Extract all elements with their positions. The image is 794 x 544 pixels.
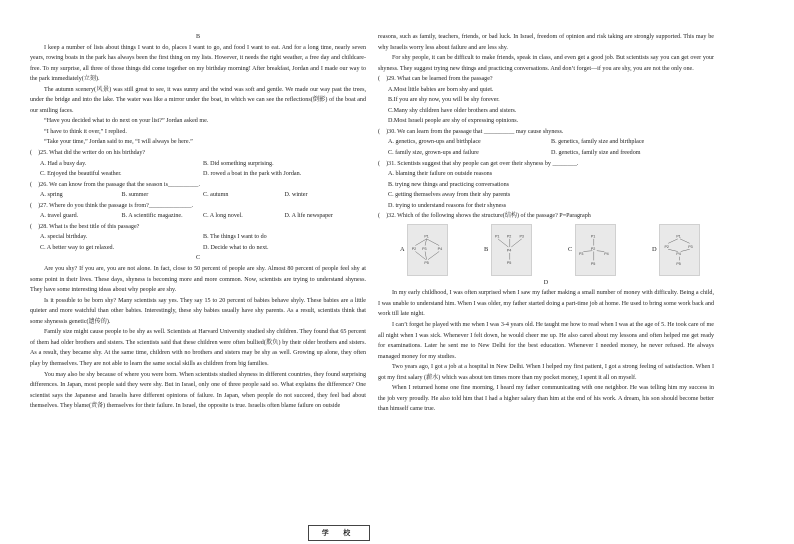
svg-text:P4: P4 xyxy=(604,252,610,257)
options-30 xyxy=(378,137,714,148)
option: C. Enjoyed the beautiful weather. xyxy=(40,171,122,178)
question-32: ( )32. Which of the following shows the structure(结构) of the passage? P=Paragraph xyxy=(378,213,591,220)
left-column xyxy=(30,32,366,412)
svg-text:P3: P3 xyxy=(579,252,584,257)
option: D. A life newspaper xyxy=(284,213,333,220)
option: A. spring xyxy=(40,192,63,199)
c-paragraph: Is it possible to be born shy? Many scientists say yes. They say 15 to 20 percent of babies behave shyly. These babies are a little quieter and more watchful than other babies. Interestingly, these shy babies usually have shy parents. As a result, scientists think that some shynessis genetic(遗传的). xyxy=(30,297,366,325)
diagram-label-a: A xyxy=(400,245,405,253)
d-paragraph: I can’t forget he played with me when I was 3-4 years old. He taught me how to read when I was at the age of 5. He took care of me all night when I was sick. Whenever I felt down, he would cheer me up. He also cared about my lessons and often helped me get ready for examinations. Later he sent me to New Delhi for the best education. Whenever I needed money, he never refused. He always managed money for my studies. xyxy=(378,322,714,360)
b-paragraph: “Have you decided what to do next on your list?” Jordan asked me. xyxy=(44,118,209,125)
option: B. Did something surprising. xyxy=(203,160,274,167)
svg-text:P5: P5 xyxy=(676,261,682,266)
svg-text:P4: P4 xyxy=(676,252,682,257)
option: D. winter xyxy=(284,192,308,199)
structure-diagram-a xyxy=(407,224,448,276)
option: B. The things I want to do xyxy=(203,234,267,241)
svg-text:P4: P4 xyxy=(438,246,443,251)
b-paragraph: “Take your time,” Jordan said to me, “I will always be here.” xyxy=(44,139,193,146)
svg-text:P5: P5 xyxy=(591,261,596,266)
c-paragraph: Family size might cause people to be shy as well. Scientists at Harvard University studied shy children. They found that 65 percent of them had older brothers and sisters. The scientists said that these children were often bullied(欺负) by their older brothers and sisters. As a result, they became shy. At the same time, children with no brothers and sisters may be shy as well. Growing up alone, they often play by themselves. They are not able to learn the same social skills as children from big families. xyxy=(30,329,366,367)
options-25 xyxy=(30,169,366,180)
structure-diagram-c xyxy=(575,224,616,276)
svg-text:P2: P2 xyxy=(664,244,670,249)
option: C. getting themselves away from their shy parents xyxy=(388,192,511,199)
b-paragraph: I keep a number of lists about things I want to do, places I want to go, and food I want to eat. And for a long time, nearly seven years, rowing boats in the park has always been the first thing on my lists. However, it needs the right weather, a free day and childcare-free. To my surprise, all three of those things did come together on my birthday morning! After breakfast, Jordan and I made our way to the park immediately(立刻). xyxy=(30,44,366,83)
options-26 xyxy=(30,190,366,201)
option: B. trying new things and practicing conversations xyxy=(388,181,510,188)
option: C.Many shy children have older brothers and sisters. xyxy=(388,107,517,114)
question-27: ( )27. Where do you think the passage is from?______________. xyxy=(30,202,194,209)
c-paragraph: For shy people, it can be difficult to make friends, speak in class, and even get a good job. But scientists say you can get over your shyness. They suggest trying new things and practicing conversations. And don’t forget—if you are shy, you are not the only one. xyxy=(378,55,714,72)
diagram-label-c: C xyxy=(568,245,573,253)
section-b-heading: B xyxy=(195,34,201,40)
svg-text:P3: P3 xyxy=(688,244,694,249)
diagram-label-d: D xyxy=(652,245,657,253)
option: A. special birthday. xyxy=(40,234,88,241)
option: C. autumn xyxy=(203,192,229,199)
options-30 xyxy=(378,148,714,159)
svg-text:P3: P3 xyxy=(519,234,525,239)
question-30: ( )30. We can learn from the passage that __________ may cause shyness. xyxy=(378,128,564,135)
option: D.Most Israeli people are shy of expressing opinions. xyxy=(388,118,519,125)
svg-text:P5: P5 xyxy=(507,260,512,265)
svg-text:P3: P3 xyxy=(422,246,428,251)
b-paragraph: “I have to think it over,” I replied. xyxy=(44,128,127,135)
question-28: ( )28. What is the best title of this passage? xyxy=(30,223,140,230)
options-27 xyxy=(30,211,366,222)
option: A. travel guard. xyxy=(40,213,79,220)
c-paragraph: reasons, such as family, teachers, friends, or bad luck. In Israel, freedom of opinion and risk taking are strongly supported. This may be why Israelis worry less about failure and are less shy. xyxy=(378,34,714,51)
svg-text:P1: P1 xyxy=(591,234,596,239)
svg-text:P2: P2 xyxy=(591,246,596,251)
svg-text:P1: P1 xyxy=(676,234,682,239)
diagram-label-b: B xyxy=(484,245,489,253)
c-paragraph: You may also be shy because of where you were born. When scientists studied shyness in different countries, they found surprising differences. In Japan, most people said they were shy. But in Israel, only one of three people said so. What explains the difference? One scientist says the Japanese and Israelis have different opinions of failure. In Japan, when people do not succeed, they feel bad about themselves. They blame(责备) themselves for their failure. In Israel, the opposite is true. Israelis often blame failure on outside xyxy=(30,371,366,410)
option: A. genetics, grown-ups and birthplace xyxy=(388,139,481,146)
svg-text:P1: P1 xyxy=(495,234,500,239)
structure-diagram-d xyxy=(659,224,700,276)
option: B. A scientific magazine. xyxy=(121,213,183,220)
option: B. summer xyxy=(121,192,149,199)
option: D. genetics, family size and freedom xyxy=(551,150,641,157)
svg-text:P2: P2 xyxy=(412,246,417,251)
option: A.Most little babies are born shy and quiet. xyxy=(388,86,494,93)
svg-text:P1: P1 xyxy=(424,234,430,239)
right-column xyxy=(378,32,714,415)
school-footer-box: 学 校 xyxy=(308,525,370,541)
structure-diagram-b xyxy=(491,224,532,276)
structure-diagrams xyxy=(378,224,714,276)
svg-text:P5: P5 xyxy=(424,260,430,265)
option: C. family size, grown-ups and failure xyxy=(388,150,479,157)
svg-text:P2: P2 xyxy=(507,234,512,239)
option: A. Had a busy day. xyxy=(40,160,87,167)
option: B. genetics, family size and birthplace xyxy=(551,139,645,146)
options-25 xyxy=(30,159,366,170)
question-31: ( )31. Scientists suggest that shy people can get over their shyness by ________. xyxy=(378,160,579,167)
section-d-heading: D xyxy=(543,279,549,286)
options-28 xyxy=(30,232,366,243)
d-paragraph: Two years ago, I got a job at a hospital in New Delhi. When I helped my first patient, I got a strong feeling of satisfaction. When I got my first salary (薪水) which was about ten times more than my pocket money, I spent it all on myself. xyxy=(378,364,714,381)
question-29: ( )29. What can be learned from the passage? xyxy=(378,76,493,83)
option: B.If you are shy now, you will be shy forever. xyxy=(388,97,500,104)
options-28 xyxy=(30,243,366,254)
svg-text:P4: P4 xyxy=(507,248,512,253)
d-paragraph: When I returned home one fine morning, I heard my father communicating with one neighbor. He was telling him my success in the job very proudly. He also told him that I had a higher salary than him at the end of his work. A dream, his son should become better than himself came true. xyxy=(378,385,714,413)
option: C. A better way to get relaxed. xyxy=(40,244,115,251)
b-paragraph: The autumn scenery(风景) was still great to see, it was sunny and the wind was soft and gentle. We made our way past the trees, under the bridge and into the lake. The water was like a mirror under the boat, in which we can see the reflections(倒影) of the boat and our smiling faces. xyxy=(30,86,366,114)
option: D. rowed a boat in the park with Jordan. xyxy=(203,171,302,178)
d-paragraph: In my early childhood, I was often surprised when I saw my father making a small number of money with difficulty. Being a child, I was unable to understand him. When I was older, my father started doing a part-time job at home. He used to bring some work back and work till late night. xyxy=(378,290,714,318)
option: D. Decide what to do next. xyxy=(203,244,269,251)
question-25: ( )25. What did the writer do on his birthday? xyxy=(30,150,146,157)
section-c-heading: C xyxy=(195,255,201,262)
question-26: ( )26. We can know from the passage that the season is__________. xyxy=(30,181,200,188)
option: D. trying to understand reasons for their shyness xyxy=(388,202,507,209)
option: A. blaming their failure on outside reasons xyxy=(388,171,493,178)
option: C. A long novel. xyxy=(203,213,243,220)
c-paragraph: Are you shy? If you are, you are not alone. In fact, close to 50 percent of people are shy. Almost 80 percent of people feel shy at some point in their lives. These days, shyness is becoming more and more common. Now, scientists are trying to understand shyness. They have some interesting ideas about why people are shy. xyxy=(30,266,366,294)
